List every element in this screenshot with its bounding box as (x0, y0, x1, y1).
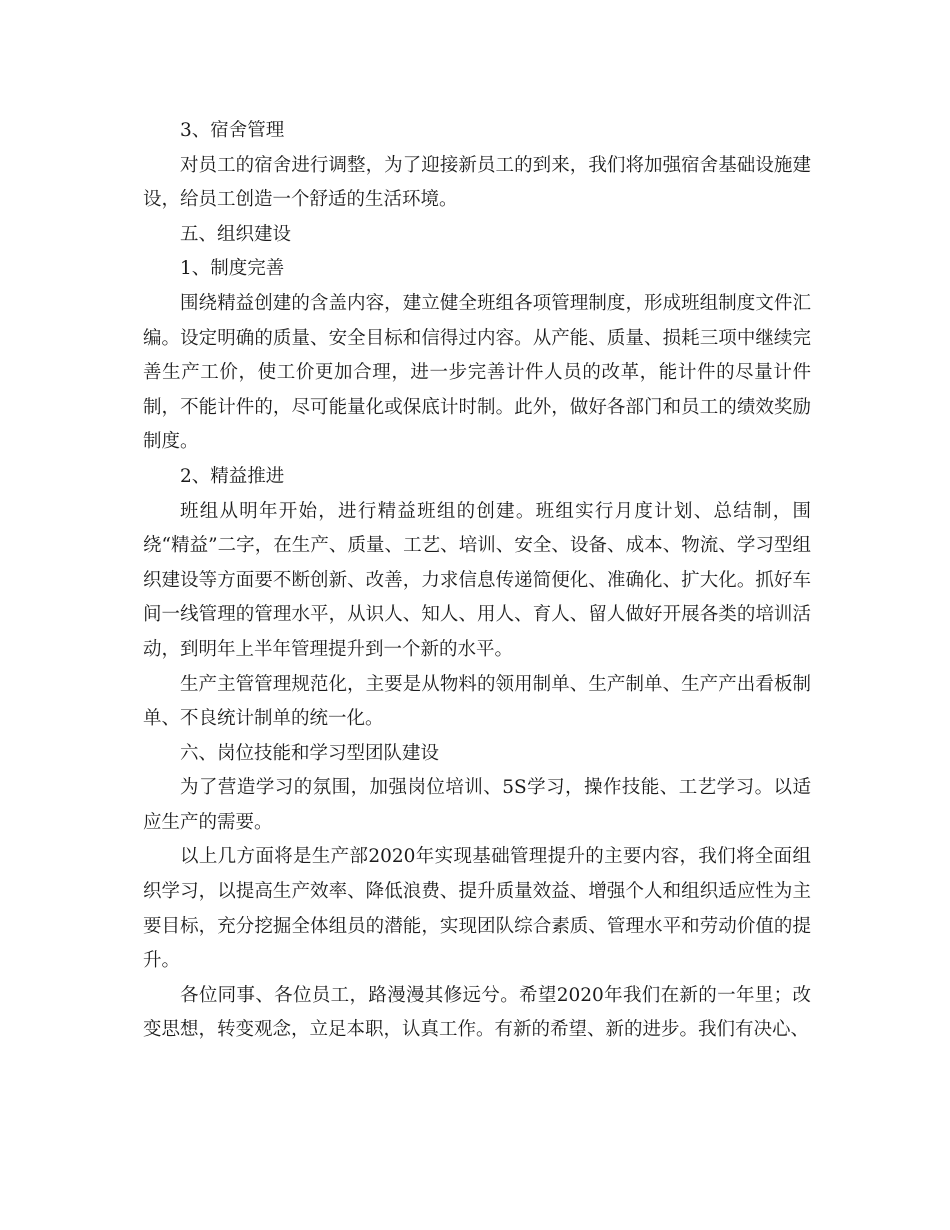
heading-dormitory-management: 3、宿舍管理 (180, 120, 285, 141)
paragraph-supervisor-standardization: 生产主管管理规范化，主要是从物料的领用制单、生产制单、生产产出看板制单、不良统计制单的统一化。 (143, 673, 811, 730)
paragraph-learning-atmosphere: 为了营造学习的氛围，加强岗位培训、5S学习，操作技能、工艺学习。以适应生产的需要。 (143, 777, 811, 833)
heading-system-improvement: 1、制度完善 (180, 258, 285, 280)
document-body (143, 114, 811, 1048)
heading-skills-learning-team: 六、岗位技能和学习型团队建设 (180, 742, 440, 764)
paragraph-summary: 以上几方面将是生产部2020年实现基础管理提升的主要内容，我们将全面组织学习，以提高生产效率、降低浪费、提升质量效益、增强个人和组织适应性为主要目标，充分挖掘全体组员的潜能，实现团队综合素质、管理水平和劳动价值的提升。 (143, 846, 811, 972)
paragraph-lean-promotion: 班组从明年开始，进行精益班组的创建。班组实行月度计划、总结制，围绕“精益”二字，在生产、质量、工艺、培训、安全、设备、成本、物流、学习型组织建设等方面要不断创新、改善，力求信息传递简便化、准确化、扩大化。抓好车间一线管理的管理水平，从识人、知人、用人、育人、留人做好开展各类的培训活动，到明年上半年管理提升到一个新的水平。 (143, 500, 811, 660)
paragraph-dormitory: 对员工的宿舍进行调整，为了迎接新员工的到来，我们将加强宿舍基础设施建设，给员工创造一个舒适的生活环境。 (143, 154, 811, 211)
paragraph-system-improvement: 围绕精益创建的含盖内容，建立健全班组各项管理制度，形成班组制度文件汇编。设定明确的质量、安全目标和信得过内容。从产能、质量、损耗三项中继续完善生产工价，使工价更加合理，进一步完善计件人员的改革，能计件的尽量计件制，不能计件的，尽可能量化或保底计时制。此外，做好各部门和员工的绩效奖励制度。 (143, 292, 811, 453)
heading-lean-promotion: 2、精益推进 (180, 465, 285, 487)
heading-organization-building: 五、组织建设 (180, 223, 292, 245)
paragraph-closing: 各位同事、各位员工，路漫漫其修远兮。希望2020年我们在新的一年里；改变思想，转变观念，立足本职，认真工作。有新的希望、新的进步。我们有决心、 (143, 984, 811, 1041)
